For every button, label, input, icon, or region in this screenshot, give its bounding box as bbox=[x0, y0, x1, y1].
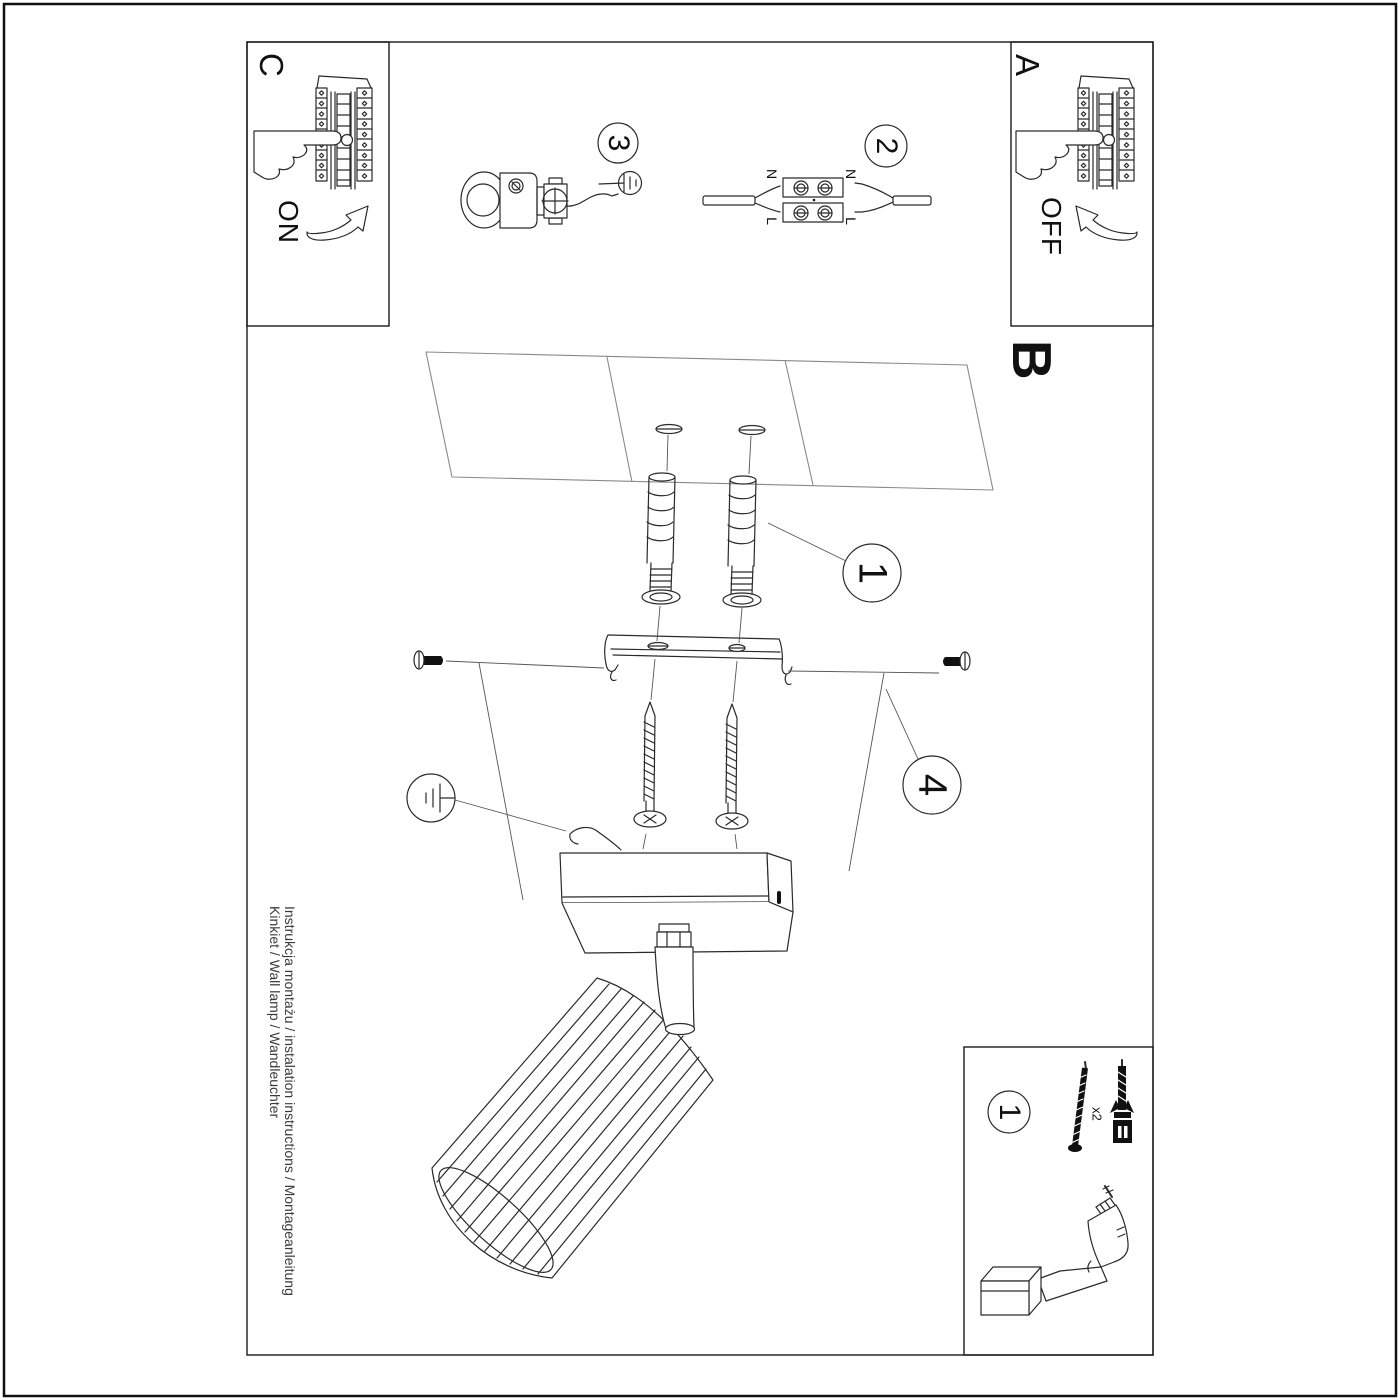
terminal-l-left: L bbox=[764, 217, 780, 225]
rotate-arrow-icon bbox=[307, 206, 368, 240]
wall-plug-right bbox=[723, 476, 761, 607]
step4-number: 4 bbox=[910, 773, 955, 797]
wire-end bbox=[567, 194, 618, 206]
section-b-label: B bbox=[1001, 340, 1063, 380]
section-a-label: A bbox=[1009, 54, 1046, 77]
power-off-label: OFF bbox=[1036, 197, 1067, 256]
footer-line-2: Kinkiet / Wall lamp / Wandleuchter bbox=[267, 906, 283, 1119]
mounting-bracket bbox=[605, 635, 792, 684]
terminal-n-left: N bbox=[764, 168, 780, 180]
terminal-block bbox=[703, 178, 931, 222]
step2-number: 2 bbox=[870, 137, 903, 155]
equipment-screw-icon bbox=[1068, 1062, 1086, 1152]
power-cable-right bbox=[893, 196, 931, 205]
earth-wire bbox=[570, 827, 621, 850]
wall-panel bbox=[426, 352, 993, 490]
step1-number: 1 bbox=[850, 561, 895, 585]
power-cable-left bbox=[703, 196, 755, 205]
terminal-l-right: L bbox=[843, 217, 859, 225]
drill-icon bbox=[981, 1186, 1128, 1315]
pointing-hand-icon bbox=[254, 131, 341, 179]
mounting-screw-left bbox=[634, 702, 666, 827]
machine-screw-right bbox=[943, 652, 970, 670]
step3-number: 3 bbox=[602, 134, 635, 152]
mounting-screw-right bbox=[716, 704, 748, 829]
footer-line-1: Instrukcja montażu / instalation instructions / Montageanleitung bbox=[282, 906, 298, 1296]
lamp-holder-step3 bbox=[461, 172, 618, 228]
power-on-label: ON bbox=[273, 200, 304, 244]
section-c-label: C bbox=[253, 53, 290, 77]
screwdriver-slot-icon bbox=[599, 172, 642, 195]
outer-border bbox=[4, 4, 1396, 1396]
cable-slot bbox=[777, 891, 781, 904]
terminal-n-right: N bbox=[843, 168, 859, 180]
wall-plug-left bbox=[642, 473, 680, 604]
ground-symbol-icon bbox=[407, 774, 455, 822]
machine-screw-left bbox=[414, 651, 443, 669]
equipment-quantity: x2 bbox=[1089, 1107, 1105, 1121]
equipment-plug-icon bbox=[1110, 1060, 1134, 1143]
page-border bbox=[247, 42, 1153, 1355]
rotate-arrow-icon bbox=[1076, 206, 1137, 240]
pointing-hand-icon bbox=[1016, 131, 1103, 179]
footer-text bbox=[267, 906, 297, 1296]
equipment-step-number: 1 bbox=[993, 1103, 1026, 1121]
